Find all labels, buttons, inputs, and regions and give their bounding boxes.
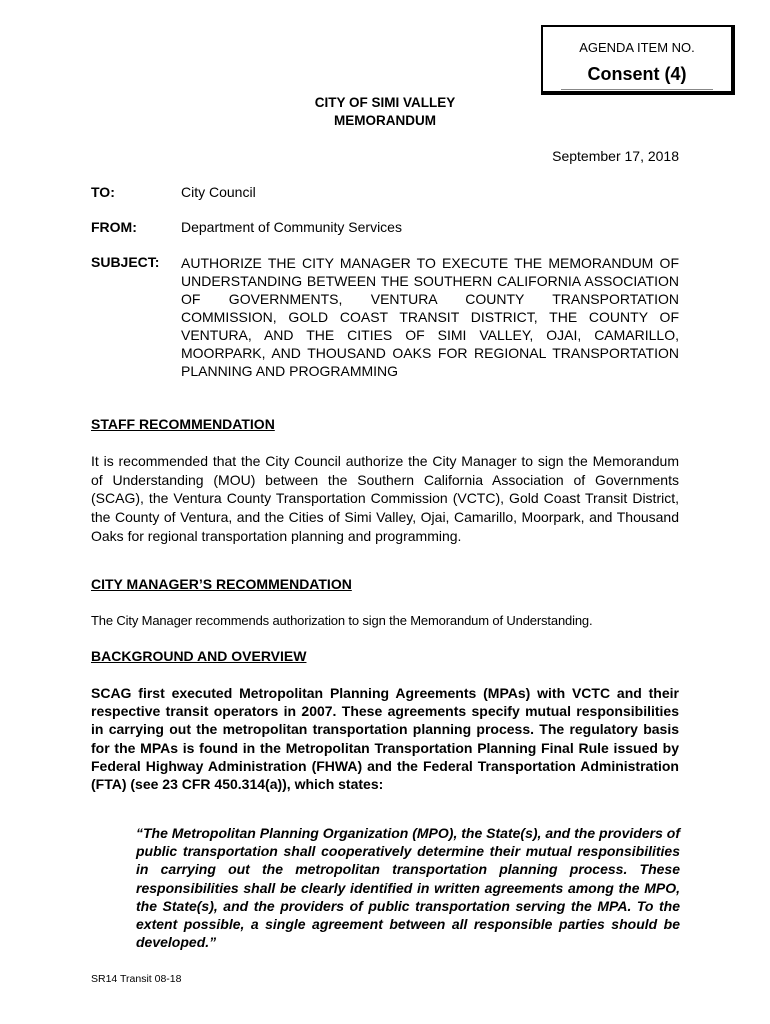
background-text: SCAG first executed Metropolitan Planning Agreements (MPAs) with VCTC and their respective transit operators in 2007. These agreements specify mutual responsibilities in carrying out the metropolitan transportation planning process. The regulatory basis for the MPAs is found in the Metropolitan Transportation Planning Final Rule issued by Federal Highway Administration (FHWA) and the Federal Transportation Administration (FTA) (see 23 CFR 450.314(a)), which states: (91, 685, 679, 793)
to-value: City Council (181, 184, 256, 200)
agenda-item-rule (561, 89, 713, 90)
agenda-item-value: Consent (4) (587, 64, 687, 84)
city-manager-recommendation-text: The City Manager recommends authorization to sign the Memorandum of Understanding. (91, 613, 593, 628)
regulation-quote: “The Metropolitan Planning Organization (MPO), the State(s), and the providers of public transportation shall cooperatively determine their mutual responsibilities in carrying out the metropolitan transportation planning process. These responsibilities shall be clearly identified in written agreements among the MPO, the State(s), and the providers of public transportation serving the MPA. To the extent possible, a single agreement between all responsible parties should be developed.” (136, 825, 680, 951)
org-name: CITY OF SIMI VALLEY (314, 95, 456, 110)
subject-value: AUTHORIZE THE CITY MANAGER TO EXECUTE THE MEMORANDUM OF UNDERSTANDING BETWEEN THE SOUTHERN CALIFORNIA ASSOCIATION OF GOVERNMENTS, VENTURA COUNTY TRANSPORTATION COMMISSION, GOLD COAST TRANSIT DISTRICT, THE COUNTY OF VENTURA, AND THE CITIES OF SIMI VALLEY, OJAI, CAMARILLO, MOORPARK, AND THOUSAND OAKS FOR REGIONAL TRANSPORTATION PLANNING AND PROGRAMMING (181, 255, 679, 379)
to-label: TO: (91, 184, 115, 200)
subject-label: SUBJECT: (91, 254, 160, 270)
footer-code: SR14 Transit 08-18 (91, 973, 182, 985)
agenda-item-box (541, 25, 735, 95)
from-value: Department of Community Services (181, 219, 402, 235)
memo-heading (0, 94, 770, 130)
city-manager-recommendation-title: CITY MANAGER’S RECOMMENDATION (91, 576, 352, 592)
document-type: MEMORANDUM (334, 113, 436, 128)
agenda-item-label: AGENDA ITEM NO. (579, 40, 695, 55)
staff-recommendation-text: It is recommended that the City Council authorize the City Manager to sign the Memorandum of Understanding (MOU) between the Southern California Association of Governments (SCAG), the Ventura County Transportation Commission (VCTC), Gold Coast Transit District, the County of Ventura, and the Cities of Simi Valley, Ojai, Camarillo, Moorpark, and Thousand Oaks for regional transportation planning and programming. (91, 453, 679, 544)
background-title: BACKGROUND AND OVERVIEW (91, 648, 307, 664)
staff-recommendation-title: STAFF RECOMMENDATION (91, 416, 275, 432)
from-label: FROM: (91, 219, 137, 235)
memo-date: September 17, 2018 (552, 148, 679, 164)
